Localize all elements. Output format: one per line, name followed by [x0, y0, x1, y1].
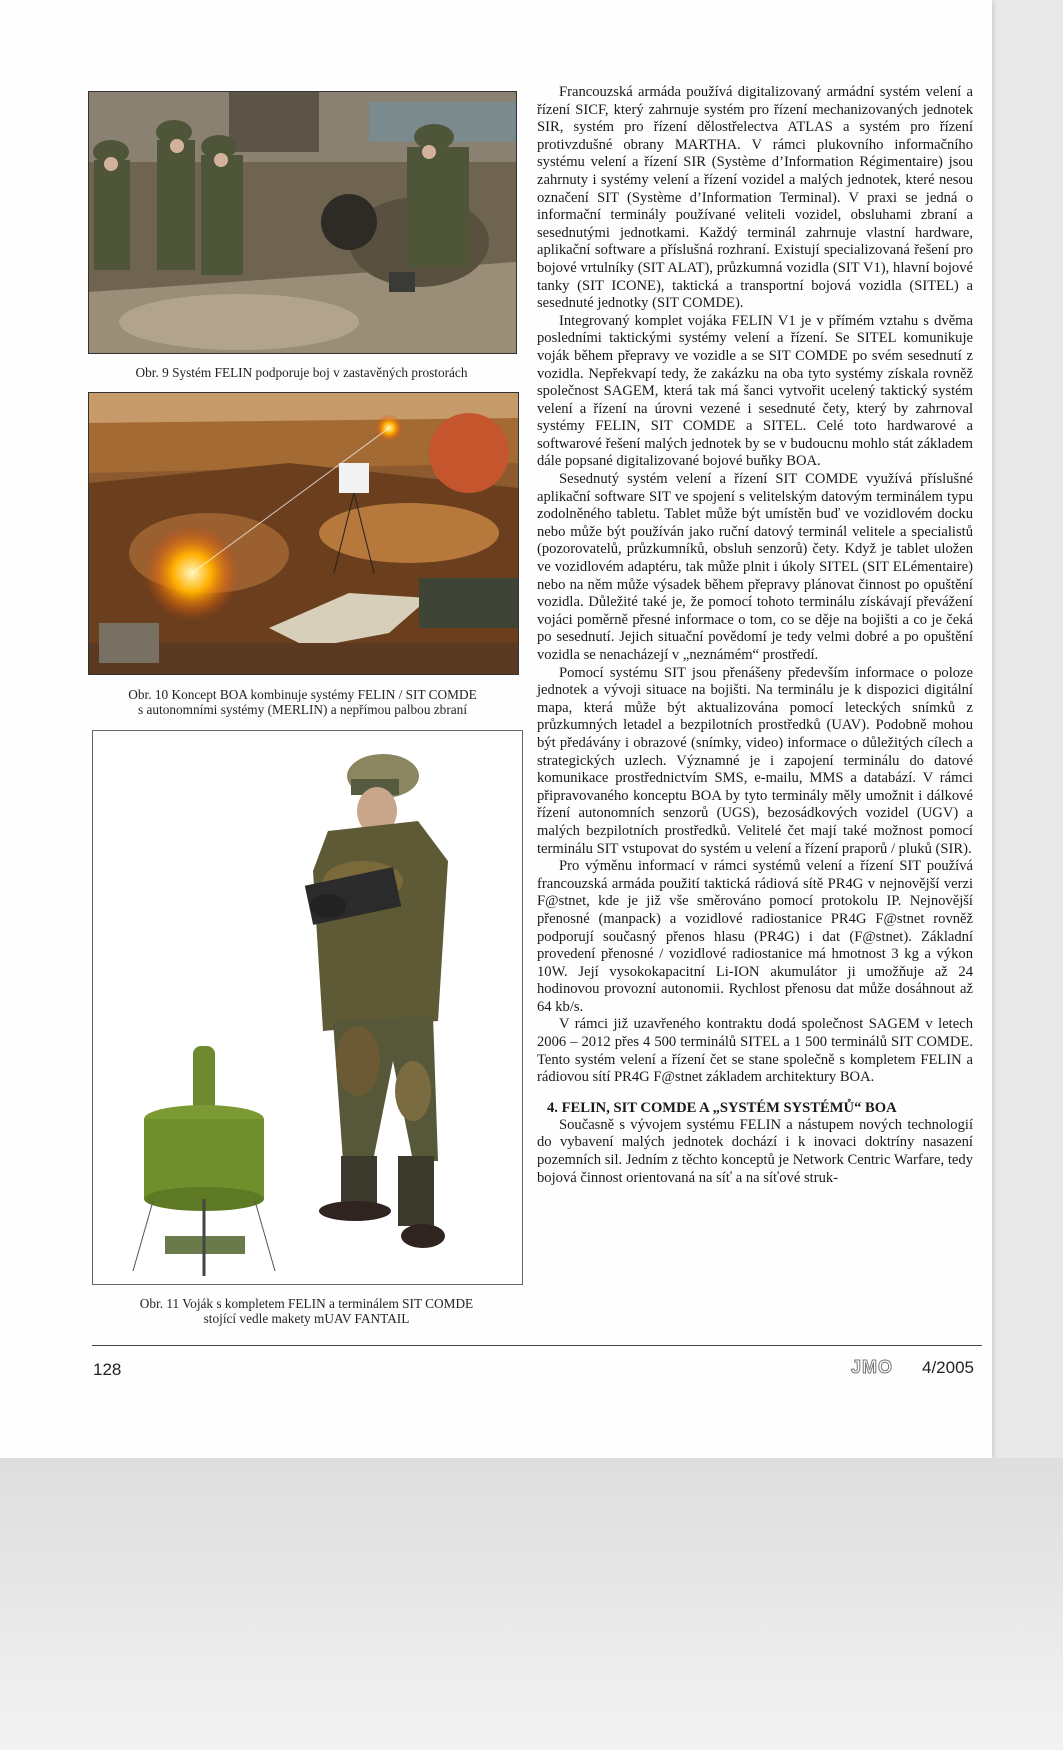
article-paragraph: Francouzská armáda používá digitalizovaný armádní systém velení a řízení SICF, který zahrnuje systém pro řízení mechanizovaných jednotek SIR, systém pro řízení dělostřelectva ATLAS a systém pro řízení protivzdušné obrany MARTHA. V rámci plukovního informačního systému velení a řízení SIR (Système d’Information Régimentaire) jsou zahrnuty i systémy velení a řízení vozidel a malých jednotek, které nesou označení SIT (Système d’Information Terminal). V praxi se jedná o informační terminály používané veliteli vozidel, obsluhami zbraní a sesednutými jednotkami. Každý terminál zahrnuje vlastní hardware, aplikační software a příslušná rozhraní. Existují specializovaná řešení pro bojové vrtulníky (SIT ALAT), průzkumná vozidla (SIT V1), hlavní bojové tanky (SIT ICONE), taktická a transportní bojová vozidla (SITEL) a sesednuté jednotky (SIT COMDE). — [537, 84, 973, 312]
figure-10-caption-line2: s autonomními systémy (MERLIN) a nepřímou palbou zbraní — [137, 702, 468, 717]
figure-11-caption-line1: Obr. 11 Voják s kompletem FELIN a terminálem SIT COMDE — [139, 1296, 474, 1311]
figure-10-caption-line1: Obr. 10 Koncept BOA kombinuje systémy FELIN / SIT COMDE — [128, 687, 477, 702]
article-paragraph: Pomocí systému SIT jsou přenášeny především informace o poloze jednotek a vývoji situace na bojišti. Na terminálu je k dispozici digitální mapa, která může být aktualizována pomocí leteckých snímků z průzkumných letadel a bezpilotních prostředků (UAV). Podobně mohou být předávány i obrazové (snímky, video) informace o důležitých cílech a strategických uzlech. Významné je i zapojení terminálu do datové komunikace prostřednictvím SMS, e-mailu, MMS a databází. V rámci připravovaného konceptu BOA by tyto terminály měly umožnit i dálkové řízení autonomních senzorů (UGS), bezosádkových vozidel (UGV) a malých bezpilotních prostředků. Velitelé čet mají také možnost pomocí terminálu SIT vstupovat do systém u velení a řízení praporů / pluků (SIR). — [537, 664, 973, 857]
figure-11-caption — [92, 1296, 521, 1326]
figure-11-caption-line2: stojící vedle makety mUAV FANTAIL — [203, 1311, 410, 1326]
issue-number: 4/2005 — [922, 1358, 974, 1377]
figure-10-image — [88, 392, 519, 675]
scan-background — [0, 1458, 1063, 1750]
page-number: 128 — [93, 1360, 122, 1379]
section-heading: 4. FELIN, SIT COMDE A „SYSTÉM SYSTÉMŮ“ BOA — [547, 1099, 897, 1116]
section-paragraph: Současně s vývojem systému FELIN a nástupem nových technologií do vybavení malých jednotek dochází i k inovaci doktríny nasazení pozemních sil. Jedním z těchto konceptů je Network Centric Warfare, tedy bojová činnost orientovaná na síť a na síťové struk- — [537, 1116, 973, 1186]
article-text-column — [537, 84, 973, 1187]
article-paragraph: Sesednutý systém velení a řízení SIT COMDE využívá příslušné aplikační software SIT ve spojení s velitelským datovým terminálem typu zodolněného tabletu. Tablet může být umístěn buď ve vozidlovém docku nebo může být používán jako ruční datový terminál velitele a specialistů (pozorovatelů, průzkumníků, obsluh senzorů) čety. Když je tablet uložen ve vozidlovém adaptéru, tak může plnit i úkoly SITEL (SIT ELémentaire) nebo na něm může výsadek během přepravy plánovat činnost po opuštění vozidla. Důležité také je, že pomocí tohoto terminálu získávají převážení vojáci poměrně přesné informace o tom, co se děje na bojišti a co je čeká po sesednutí. Jejich situační povědomí je tedy velmi dobré a po opuštění vozidla se nenacházejí v „neznámém“ prostředí. — [537, 471, 973, 663]
journal-logo: JMO — [851, 1357, 894, 1377]
footer-rule — [92, 1345, 982, 1346]
figure-11-image — [92, 730, 523, 1285]
figure-10-caption — [88, 687, 517, 717]
article-paragraph: Integrovaný komplet vojáka FELIN V1 je v přímém vztahu s dvěma posledními taktickými systémy velení a řízení. Se SITEL komunikuje voják během přepravy ve vozidle a se SIT COMDE po svém sesednutí z vozidla. Nepřekvapí tedy, že zakázku na oba tyto systémy získala rovněž společnost SAGEM, která tak má šanci vytvořit ucelený taktický systém velení a řízení na úrovni vezené i sesednuté čety, který by zahrnoval systémy FELIN, SIT COMDE a SITEL. Celé toto hardwarové a softwarové řešení malých jednotek by se v budoucnu mohlo stát základem dále popsané digitalizované bojové buňky BOA. — [537, 312, 973, 470]
article-paragraph: Pro výměnu informací v rámci systémů velení a řízení SIT používá francouzská armáda použití taktická rádiová sítě PR4G v nejnovější verzi F@stnet, kde je již vše směrováno pomocí protokolu IP. Nejnovější přenosné (manpack) a vozidlové radiostanice PR4G F@stnet rovněž podporují současný přenos hlasu (PR4G) i dat (F@stnet). Základní provedení přenosné / vozidlové radiostanice má hmotnost 3 kg a výkon 10W. Její vysokokapacitní Li-ION akumulátor ji umožňuje až 24 hodinovou provozní autonomii. Rychlost přenosu dat může dosáhnout až 64 kb/s. — [537, 858, 973, 1015]
article-paragraph: V rámci již uzavřeného kontraktu dodá společnost SAGEM v letech 2006 – 2012 přes 4 500 terminálů SITEL a 1 500 terminálů SIT COMDE. Tento systém velení a řízení čet se stane společně s kompletem FELIN a rádiovou sítí PR4G F@stnet základem architektury BOA. — [537, 1016, 973, 1086]
figure-9-image — [88, 91, 517, 354]
figure-9-caption: Obr. 9 Systém FELIN podporuje boj v zastavěných prostorách — [135, 365, 468, 380]
